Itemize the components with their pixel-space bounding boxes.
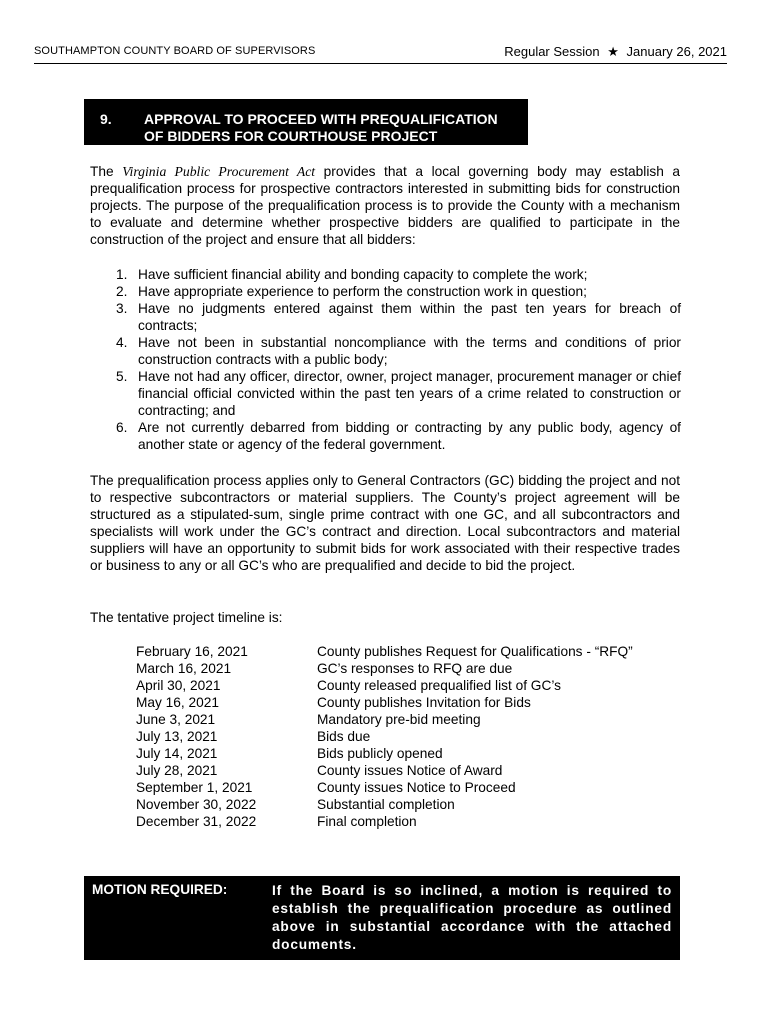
list-item: 3. Have no judgments entered against them within the past ten years for breach of contracts;	[116, 301, 681, 333]
timeline-row: July 28, 2021 County issues Notice of Award	[136, 763, 503, 778]
list-item: 2. Have appropriate experience to perform the construction work in question;	[116, 284, 587, 299]
timeline-row: February 16, 2021 County publishes Request for Qualifications - “RFQ”	[136, 644, 633, 659]
section-title-line1: APPROVAL TO PROCEED WITH PREQUALIFICATION	[144, 111, 498, 127]
timeline-row: November 30, 2022 Substantial completion	[136, 797, 455, 812]
timeline-row: July 14, 2021 Bids publicly opened	[136, 746, 443, 761]
timeline-row: June 3, 2021 Mandatory pre-bid meeting	[136, 712, 481, 727]
scope-paragraph: The prequalification process applies only to General Contractors (GC) bidding the project and not to respective subcontractors or material suppliers. The County’s project agreement will be structured as a stipulated-sum, single prime contract with one GC, and all subcontractors and specialists will work under the GC’s contract and direction. Local subcontractors and material suppliers will have an opportunity to submit bids for work associated with their respective trades or business to any or all GC’s who are prequalified and decide to bid the project.	[90, 473, 680, 573]
header-session-date	[504, 44, 727, 60]
criteria-list	[116, 266, 681, 453]
motion-text: If the Board is so inclined, a motion is required to establish the prequalification procedure as outlined above in substantial accordance with the attached documents.	[272, 883, 672, 952]
timeline-row: December 31, 2022 Final completion	[136, 814, 417, 829]
timeline-row: March 16, 2021 GC’s responses to RFQ are due	[136, 661, 513, 676]
session-label: Regular Session	[504, 44, 600, 59]
motion-box	[84, 876, 680, 960]
session-date: January 26, 2021	[626, 44, 727, 59]
timeline-list	[136, 643, 633, 830]
list-item: 6. Are not currently debarred from bidding or contracting by any public body, agency of another state or agency of the federal government.	[116, 420, 681, 452]
act-name: Virginia Public Procurement Act	[122, 164, 316, 179]
header-divider	[34, 63, 727, 64]
timeline-row: April 30, 2021 County released prequalified list of GC’s	[136, 678, 561, 693]
timeline-intro: The tentative project timeline is:	[90, 610, 283, 625]
star-icon: ★	[607, 44, 619, 59]
intro-paragraph	[90, 163, 680, 248]
motion-label: MOTION REQUIRED:	[92, 882, 228, 897]
timeline-row: May 16, 2021 County publishes Invitation for Bids	[136, 695, 531, 710]
list-item: 5. Have not had any officer, director, owner, project manager, procurement manager or chief financial official convicted within the past ten years of a crime related to construction or contracting; and	[116, 369, 681, 418]
intro-rest: provides that a local governing body may establish a prequalification process for prospective contractors interested in submitting bids for construction projects. The purpose of the prequalification process is to provide the County with a mechanism to evaluate and determine whether prospective bidders are qualified to participate in the construction of the project and ensure that all bidders:	[90, 164, 681, 247]
timeline-row: July 13, 2021 Bids due	[136, 729, 371, 744]
timeline-row: September 1, 2021 County issues Notice to Proceed	[136, 780, 516, 795]
section-number: 9.	[100, 111, 112, 127]
header-title: SOUTHAMPTON COUNTY BOARD OF SUPERVISORS	[34, 45, 316, 57]
section-title-line2: OF BIDDERS FOR COURTHOUSE PROJECT	[144, 128, 438, 144]
intro-lead: The	[90, 164, 123, 179]
list-item: 4. Have not been in substantial noncompliance with the terms and conditions of prior construction contracts with a public body;	[116, 335, 681, 367]
list-item: 1. Have sufficient financial ability and bonding capacity to complete the work;	[116, 267, 588, 282]
section-heading	[84, 99, 528, 145]
